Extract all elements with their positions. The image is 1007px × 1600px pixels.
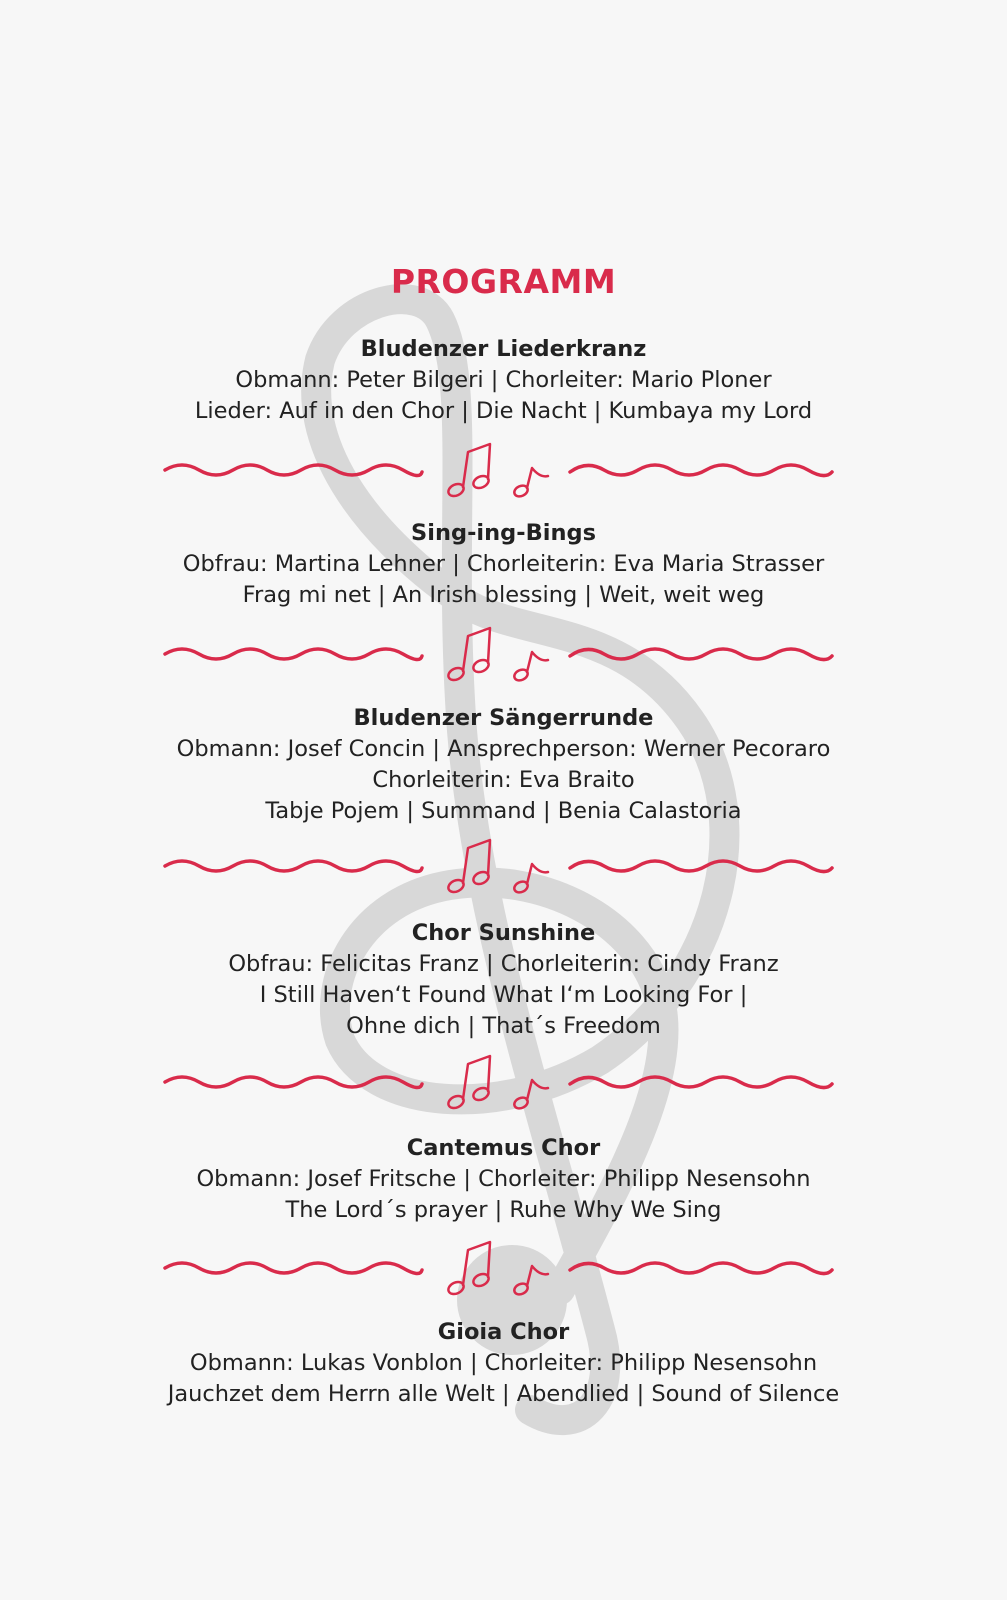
choir-entry <box>0 334 1007 427</box>
choir-name: Gioia Chor <box>437 1319 570 1345</box>
wave-divider <box>160 438 850 508</box>
choir-name: Bludenzer Liederkranz <box>360 336 647 362</box>
choir-info: Tabje Pojem | Summand | Benia Calastoria <box>265 798 742 824</box>
choir-info: Obmann: Peter Bilgeri | Chorleiter: Mario Ploner <box>235 367 772 393</box>
choir-info: Chorleiterin: Eva Braito <box>372 767 635 793</box>
choir-info: Obmann: Josef Concin | Ansprechperson: Werner Pecoraro <box>176 736 831 762</box>
choir-info: Lieder: Auf in den Chor | Die Nacht | Kumbaya my Lord <box>194 398 813 424</box>
choir-info: Obmann: Josef Fritsche | Chorleiter: Philipp Nesensohn <box>196 1166 811 1192</box>
choir-name: Sing-ing-Bings <box>411 520 596 546</box>
choir-info: Jauchzet dem Herrn alle Welt | Abendlied | Sound of Silence <box>167 1381 840 1407</box>
choir-info: Frag mi net | An Irish blessing | Weit, weit weg <box>242 582 765 608</box>
choir-info: The Lord´s prayer | Ruhe Why We Sing <box>285 1197 722 1223</box>
choir-info: I Still Haven‘t Found What I‘m Looking For | <box>259 982 748 1008</box>
choir-entry <box>0 1317 1007 1410</box>
wave-divider <box>160 1050 850 1120</box>
choir-entry <box>0 518 1007 611</box>
choir-name: Cantemus Chor <box>406 1135 601 1161</box>
choir-entry <box>0 918 1007 1042</box>
choir-entry <box>0 703 1007 827</box>
choir-info: Ohne dich | That´s Freedom <box>346 1013 661 1039</box>
page-title: PROGRAMM <box>390 262 617 301</box>
choir-name: Chor Sunshine <box>411 920 596 946</box>
choir-info: Obfrau: Martina Lehner | Chorleiterin: Eva Maria Strasser <box>182 551 825 577</box>
wave-divider <box>160 1236 850 1306</box>
wave-divider <box>160 622 850 692</box>
wave-divider <box>160 834 850 904</box>
choir-entry <box>0 1133 1007 1226</box>
choir-info: Obmann: Lukas Vonblon | Chorleiter: Philipp Nesensohn <box>189 1350 818 1376</box>
choir-name: Bludenzer Sängerrunde <box>353 705 654 731</box>
choir-info: Obfrau: Felicitas Franz | Chorleiterin: Cindy Franz <box>228 951 779 977</box>
